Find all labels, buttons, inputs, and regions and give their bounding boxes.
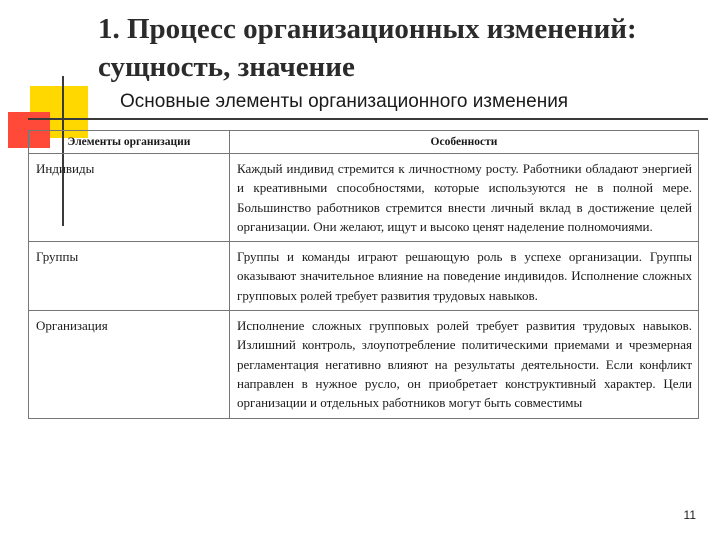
table-row	[29, 154, 699, 242]
row-element-cell: Индивиды	[29, 154, 230, 242]
row-feature-cell: Каждый индивид стремится к личностному росту. Работники обладают энергией и креативными способностями, которые используются не в полной мере. Большинство работников стремится внести личный вклад в достижение целей организации. Они желают, ищут и высоко ценят наделение полномочиями.	[230, 154, 699, 242]
slide-subtitle: Основные элементы организационного изменения	[120, 91, 569, 112]
row-feature-cell: Исполнение сложных групповых ролей требует развития трудовых навыков. Излишний контроль, злоупотребление политическими приемами и чрезмерная регламентация негативно влияют на результаты деятельности. Если конфликт направлен в нужное русло, он приобретает конструктивный характер. Цели организации и отдельных работников могут быть совместимы	[230, 311, 699, 418]
table-row	[29, 242, 699, 311]
table-row	[29, 311, 699, 418]
header-features: Особенности	[230, 131, 699, 154]
title-line-2: сущность, значение	[98, 51, 355, 83]
slide-title	[98, 10, 708, 86]
title-line-1: 1. Процесс организационных изменений:	[98, 13, 637, 45]
header-elements: Элементы организации	[29, 131, 230, 154]
row-feature-cell: Группы и команды играют решающую роль в успехе организации. Группы оказывают значительное влияние на поведение индивидов. Исполнение сложных групповых ролей требует развития трудовых навыков.	[230, 242, 699, 311]
row-element-cell: Организация	[29, 311, 230, 418]
row-element-cell: Группы	[29, 242, 230, 311]
decor-horizontal-line	[28, 118, 708, 120]
table-header-row	[29, 131, 699, 154]
elements-table	[28, 130, 699, 419]
page-number: 11	[683, 508, 696, 522]
